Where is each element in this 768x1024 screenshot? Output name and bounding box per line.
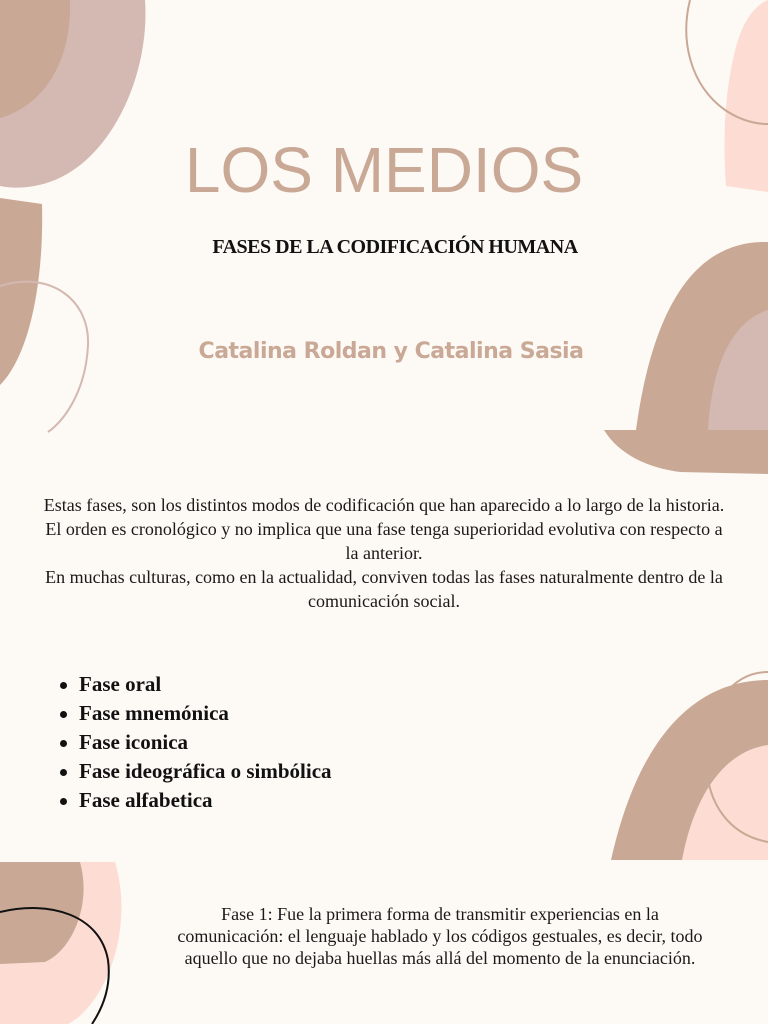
intro-line: En muchas culturas, como en la actualidad, conviven todas las fases naturalmente dentro de la comunicación social.	[45, 567, 723, 611]
intro-paragraph	[40, 493, 728, 613]
decor-shape-bottom-left-pink	[0, 862, 121, 1024]
decor-shape-right-sand	[604, 430, 768, 474]
authors-line: Catalina Roldan y Catalina Sasia	[198, 339, 584, 364]
list-item-fase-alfabetica: Fase alfabetica	[56, 786, 332, 815]
decor-shape-right-lower-tan	[611, 680, 768, 860]
page-subtitle: FASES DE LA CODIFICACIÓN HUMANA	[212, 236, 578, 258]
list-item-fase-mnemonica: Fase mnemónica	[56, 699, 332, 728]
decor-line-right-lower	[706, 672, 768, 842]
decor-shape-top-left-tan	[0, 0, 70, 118]
list-item-fase-ideografica: Fase ideográfica o simbólica	[56, 757, 332, 786]
fase1-description: Fase 1: Fue la primera forma de transmitir experiencias en la comunicación: el lenguaje hablado y los códigos gestuales, es decir, todo aquello que no dejaba huellas más allá del momento de la enunciación.	[177, 904, 703, 968]
decor-shape-right-mauve	[708, 310, 768, 430]
page-title: LOS MEDIOS	[184, 134, 584, 206]
list-item-fase-iconica: Fase iconica	[56, 728, 332, 757]
decor-line-bottom-left	[0, 908, 109, 1024]
decor-shape-right-lower-pink	[682, 745, 768, 860]
phases-list	[56, 670, 332, 815]
list-item-fase-oral: Fase oral	[56, 670, 332, 699]
decor-line-top-right	[686, 0, 768, 124]
decor-shape-bottom-left-tan	[0, 862, 84, 964]
intro-line: El orden es cronológico y no implica que una fase tenga superioridad evolutiva con respecto a la anterior.	[45, 519, 723, 563]
decor-shape-right-tan	[636, 242, 768, 430]
intro-line: Estas fases, son los distintos modos de codificación que han aparecido a lo largo de la historia.	[43, 495, 725, 515]
